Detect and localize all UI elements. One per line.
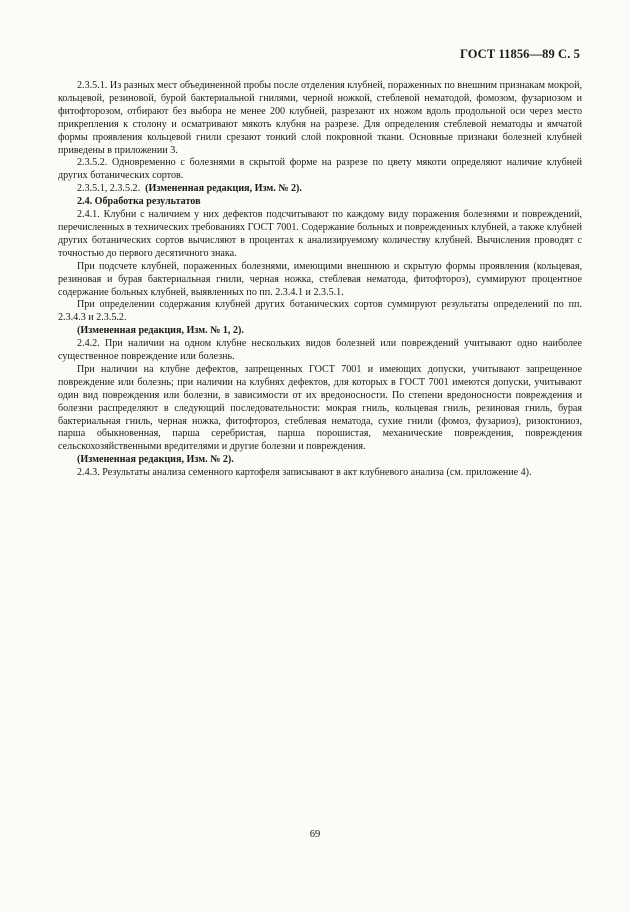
page-header: ГОСТ 11856—89 С. 5 [459, 47, 580, 61]
amendment-note-2-4-2: (Измененная редакция, Изм. № 2). [77, 454, 234, 466]
amendment-note-2-4-1: (Измененная редакция, Изм. № 1, 2). [77, 325, 244, 337]
section-title-2-4: 2.4. Обработка результатов [77, 196, 201, 208]
paragraph-2-4-1-c: При определении содержания клубней других ботанических сортов суммируют результаты определений по пп. 2.3.4.3 и 2.3.5.2. [58, 299, 582, 324]
paragraph-2-4-1: 2.4.1. Клубни с наличием у них дефектов подсчитывают по каждому виду поражения болезнями и повреждений, перечисленных в технических требованиях ГОСТ 7001. Содержание больных и поврежденных клубней, а также клубней других ботанических сортов вычисляют в процентах к анализируемому количеству клубней. Вычисления проводят с точностью до первого десятичного знака. [58, 209, 582, 259]
amendment-line-2-3-5 [58, 183, 582, 196]
paragraph-2-3-5-1: 2.3.5.1. Из разных мест объединенной пробы после отделения клубней, пораженных по внешним признакам мокрой, кольцевой, резиновой, бурой бактериальной гнилями, черной ножкой, стеблевой нематодой, фомозом, фузариозом и фитофторозом, отбирают без выбора не менее 200 клубней, разрезают их ножом вдоль продольной оси через место прикрепления к столону и осматривают мякоть клубня на разрезе. Для определения стеблевой нематоды и ямчатой формы проявления кольцевой гнили срезают тонкий слой покровной ткани. Основные признаки болезней клубней приведены в приложении 3. [58, 80, 582, 156]
paragraph-2-3-5-2: 2.3.5.2. Одновременно с болезнями в скрытой форме на разрезе по цвету мякоти определяют наличие клубней других ботанических сортов. [58, 157, 582, 182]
paragraph-2-4-2: 2.4.2. При наличии на одном клубне нескольких видов болезней или повреждений учитывают одно наиболее существенное повреждение или болезнь. [58, 338, 582, 363]
paragraph-2-4-3: 2.4.3. Результаты анализа семенного картофеля записывают в акт клубневого анализа (см. приложение 4). [77, 467, 532, 479]
amendment-ref: 2.3.5.1, 2.3.5.2. [77, 183, 141, 195]
page-number: 69 [309, 829, 321, 840]
paragraph-2-4-1-b: При подсчете клубней, пораженных болезнями, имеющими внешнюю и скрытую формы проявления (кольцевая, резиновая и бурая бактериальная гнили, черная ножка, стеблевая нематода, фитофтороз), суммируют процентное содержание больных клубней, выявленных по пп. 2.3.4.1 и 2.3.5.1. [58, 260, 582, 298]
document-body [58, 80, 582, 480]
amendment-note: (Измененная редакция, Изм. № 2). [145, 183, 302, 195]
paragraph-2-4-2-b: При наличии на клубне дефектов, запрещенных ГОСТ 7001 и имеющих допуски, учитывают запрещенное повреждение или болезнь; при наличии на клубнях дефектов, для которых в ГОСТ 7001 имеются допуски, учитывают один вид повреждения или болезни, в зависимости от их вредоносности. По степени вредоносности повреждения и болезни распределяют в следующий последовательности: мокрая гниль, кольцевая гниль, резиновая гниль, бурая бактериальная гниль, черная ножка, фитофтороз, стеблевая нематода, сухие гнили (фомоз, фузариоз), ризоктониоз, парша обыкновенная, парша серебристая, парша порошистая, механические повреждения, повреждения сельскохозяйственными вредителями и другие болезни и повреждения. [58, 363, 582, 453]
